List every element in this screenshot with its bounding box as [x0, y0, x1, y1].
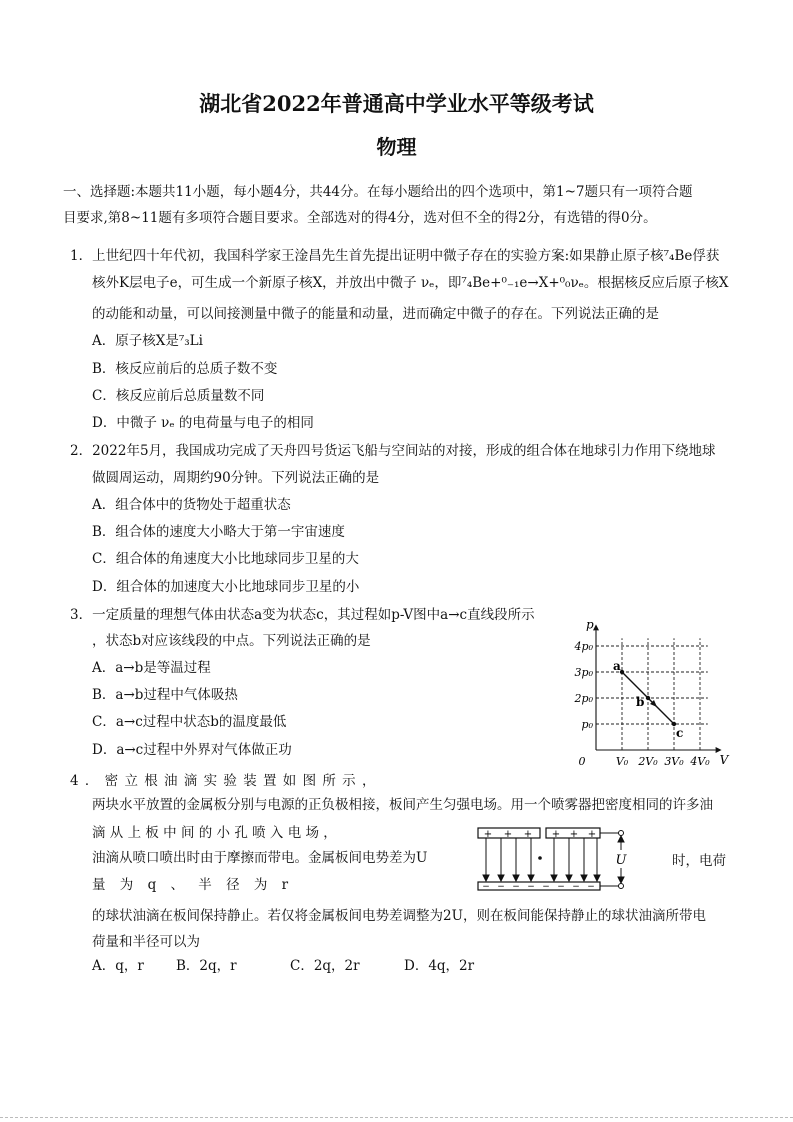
q4-stem-line6: 的球状油滴在板间保持静止。若仅将金属板间电势差调整为2U，则在板间能保持静止的球状油滴所带电 [92, 908, 706, 924]
q2-stem-line1: 2．2022年5月，我国成功完成了天舟四号货运飞船与空间站的对接，形成的组合体在地球引力作用下绕地球 [70, 443, 716, 459]
q1-option-c: C．核反应前后总质量数不同 [92, 388, 265, 404]
minus-sign: − [557, 882, 565, 892]
y-tick-label: 2p₀ [574, 692, 593, 705]
q3-option-c: C．a→c过程中状态b的温度最低 [92, 714, 287, 730]
x-tick-label: 3V₀ [664, 755, 684, 768]
q2-option-c: C．组合体的角速度大小比地球同步卫星的大 [92, 551, 359, 567]
q4-stem-line1: 4 ． 密 立 根 油 滴 实 验 装 置 如 图 所 示 ， [70, 773, 376, 789]
oil-drop [538, 856, 542, 860]
minus-sign: − [512, 882, 520, 892]
state-label-a: a [613, 659, 621, 673]
q3-option-d: D．a→c过程中外界对气体做正功 [92, 742, 292, 758]
q4-option-c: C．2q，2r [290, 958, 360, 974]
minus-sign: − [572, 882, 580, 892]
x-tick-label: 0 [578, 755, 586, 768]
q3-stem-line1: 3．一定质量的理想气体由状态a变为状态c，其过程如p-V图中a→c直线段所示 [70, 607, 535, 623]
q3-stem-line2: ，状态b对应该线段的中点。下列说法正确的是 [92, 633, 371, 649]
voltage-label: U [615, 853, 627, 868]
q1-stem-line3: 的动能和动量，可以间接测量中微子的能量和动量，进而确定中微子的存在。下列说法正确的是 [92, 306, 659, 322]
section-instructions-line1: 一、选择题:本题共11小题，每小题4分，共44分。在每小题给出的四个选项中，第1~7题只有一项符合题 [63, 184, 693, 200]
subject-title: 物理 [376, 135, 417, 159]
q4-stem-line4-tail: 时，电荷 [672, 853, 726, 869]
field-lines [483, 838, 600, 881]
q1-stem-line2: 核外K层电子e，可生成一个新原子核X，并放出中微子 νₑ，即⁷₄Be+⁰₋₁e→X+⁰₀νₑ。根据核反应后原子核X [92, 275, 729, 291]
q4-option-a: A．q，r [92, 958, 144, 974]
state-point-b [646, 696, 650, 700]
pv-diagram [572, 612, 742, 774]
x-axis-label: V [719, 753, 729, 767]
q4-stem-line2: 两块水平放置的金属板分别与电源的正负极相接，板间产生匀强电场。用一个喷雾器把密度相同的许多油 [92, 797, 713, 813]
plus-sign: + [569, 829, 579, 840]
plus-sign: + [523, 829, 533, 840]
x-tick-label: 4V₀ [690, 755, 710, 768]
y-axis-arrow [593, 624, 599, 630]
q2-option-b: B．组合体的速度大小略大于第一宇宙速度 [92, 524, 345, 540]
minus-sign: − [587, 882, 595, 892]
q4-option-d: D．4q，2r [404, 958, 475, 974]
plus-sign: + [483, 829, 493, 840]
minus-sign: − [497, 882, 505, 892]
q4-stem-line5: 量 为 q 、 半 径 为 r [92, 877, 289, 893]
q4-stem-line4: 油滴从喷口喷出时由于摩擦而带电。金属板间电势差为U [92, 850, 428, 866]
q2-option-a: A．组合体中的货物处于超重状态 [92, 497, 291, 513]
millikan-apparatus-diagram [474, 822, 630, 896]
plus-sign: + [551, 829, 561, 840]
q1-option-b: B．核反应前后的总质子数不变 [92, 361, 278, 377]
y-tick-label: p₀ [581, 718, 593, 731]
page-bottom-rule [0, 1117, 793, 1118]
q3-option-a: A．a→b是等温过程 [92, 660, 211, 676]
q4-stem-line7: 荷量和半径可以为 [92, 934, 200, 950]
page-title: 湖北省2022年普通高中学业水平等级考试 [199, 91, 594, 116]
y-tick-label: 4p₀ [574, 640, 593, 653]
q1-option-d: D．中微子 νₑ 的电荷量与电子的相同 [92, 415, 314, 431]
state-label-c: c [676, 726, 684, 740]
section-instructions-line2: 目要求,第8~11题有多项符合题目要求。全部选对的得4分，选对但不全的得2分，有选错的得0分。 [63, 210, 657, 226]
q1-stem-line1: 1．上世纪四十年代初，我国科学家王淦昌先生首先提出证明中微子存在的实验方案:如果静止原子核⁷₄Be俘获 [70, 248, 720, 264]
y-axis-label: p [586, 617, 594, 632]
x-tick-label: 2V₀ [638, 755, 658, 768]
y-tick-label: 3p₀ [574, 666, 593, 679]
q4-option-b: B．2q，r [176, 958, 237, 974]
q4-stem-line3: 滴 从 上 板 中 间 的 小 孔 喷 入 电 场 ， [92, 825, 337, 841]
q1-option-a: A．原子核X是⁷₃Li [92, 333, 203, 349]
minus-sign: − [527, 882, 535, 892]
minus-sign: − [542, 882, 550, 892]
plus-sign: + [503, 829, 513, 840]
q2-stem-line2: 做圆周运动，周期约90分钟。下列说法正确的是 [92, 470, 380, 486]
minus-sign: − [482, 882, 490, 892]
q3-option-b: B．a→b过程中气体吸热 [92, 687, 238, 703]
plus-sign: + [587, 829, 597, 840]
q2-option-d: D．组合体的加速度大小比地球同步卫星的小 [92, 579, 360, 595]
x-tick-label: V₀ [615, 755, 629, 768]
state-label-b: b [636, 695, 645, 709]
